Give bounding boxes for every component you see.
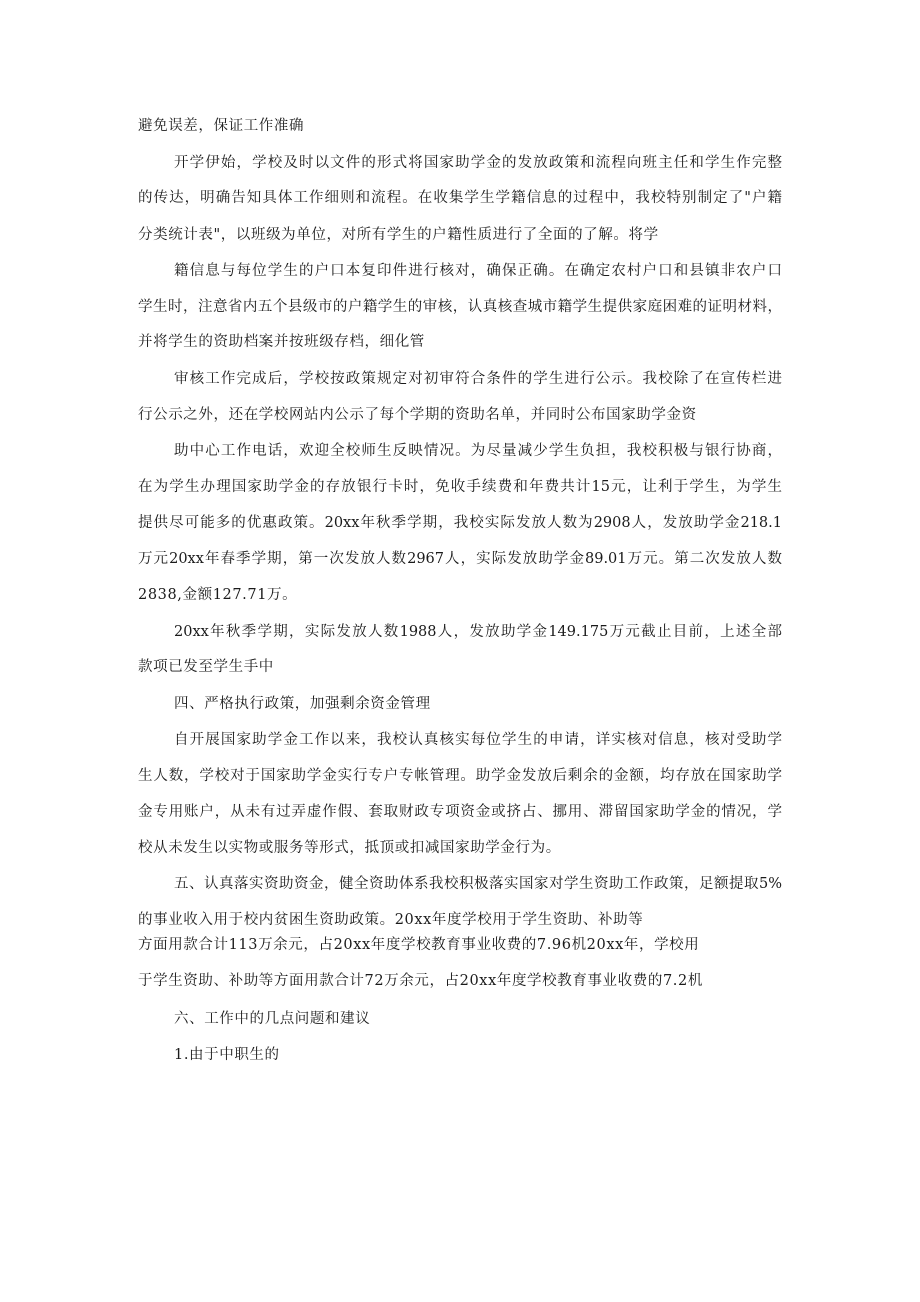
text-line: 分类统计表"，以班级为单位，对所有学生的户籍性质进行了全面的了解。将学 [138, 227, 659, 243]
text-line: 五、认真落实资助资金，健全资助体系我校积极落实国家对学生资助工作政策，足额提取5% [174, 876, 782, 892]
section-heading: 四、严格执行政策，加强剩余资金管理 [174, 696, 431, 712]
text-line: 开学伊始，学校及时以文件的形式将国家助学金的发放政策和流程向班主任和学生作完整 [174, 155, 782, 171]
text-line: 提供尽可能多的优惠政策。20xx年秋季学期，我校实际发放人数为2908人，发放助学金218.1 [138, 515, 782, 531]
text-line: 万元20xx年春季学期，第一次发放人数2967人，实际发放助学金89.01万元。第二次发放人数 [138, 551, 782, 567]
text-line: 于学生资助、补助等方面用款合计72万余元，占20xx年度学校教育事业收费的7.2机 [138, 973, 703, 989]
text-line: 在为学生办理国家助学金的存放银行卡时，免收手续费和年费共计15元，让利于学生，为学生 [138, 479, 782, 495]
section-heading: 六、工作中的几点问题和建议 [174, 1011, 371, 1027]
text-line: 行公示之外，还在学校网站内公示了每个学期的资助名单，并同时公布国家助学金资 [138, 407, 697, 423]
text-line: 金专用账户，从未有过弄虚作假、套取财政专项资金或挤占、挪用、滞留国家助学金的情况，学 [138, 804, 782, 820]
text-line: 生人数，学校对于国家助学金实行专户专帐管理。助学金发放后剩余的金额，均存放在国家助学 [138, 768, 782, 784]
text-line: 款项已发至学生手中 [138, 659, 274, 675]
text-line: 籍信息与每位学生的户口本复印件进行核对，确保正确。在确定农村户口和县镇非农户口 [174, 263, 782, 279]
text-line: 1.由于中职生的 [174, 1047, 280, 1063]
text-line: 并将学生的资助档案并按班级存档，细化管 [138, 334, 425, 350]
text-line: 方面用款合计113万余元，占20xx年度学校教育事业收费的7.96机20xx年，学校用 [138, 937, 700, 953]
text-line: 学生时，注意省内五个县级市的户籍学生的审核，认真核查城市籍学生提供家庭困难的证明材料， [138, 299, 782, 315]
text-line: 2838,金额127.71万。 [138, 587, 298, 603]
text-line: 避免误差，保证工作准确 [138, 118, 305, 134]
text-line: 的事业收入用于校内贫困生资助政策。20xx年度学校用于学生资助、补助等 [138, 912, 644, 928]
text-line: 20xx年秋季学期，实际发放人数1988人，发放助学金149.175万元截止目前，上述全部 [174, 624, 782, 640]
text-line: 自开展国家助学金工作以来，我校认真核实每位学生的申请，详实核对信息，核对受助学 [174, 732, 782, 748]
text-line: 审核工作完成后，学校按政策规定对初审符合条件的学生进行公示。我校除了在宣传栏进 [174, 371, 782, 387]
text-line: 助中心工作电话，欢迎全校师生反映情况。为尽量减少学生负担，我校积极与银行协商， [174, 443, 782, 459]
text-line: 校从未发生以实物或服务等形式，抵顶或扣减国家助学金行为。 [138, 840, 561, 856]
text-line: 的传达，明确告知具体工作细则和流程。在收集学生学籍信息的过程中，我校特别制定了"户籍 [138, 190, 782, 206]
